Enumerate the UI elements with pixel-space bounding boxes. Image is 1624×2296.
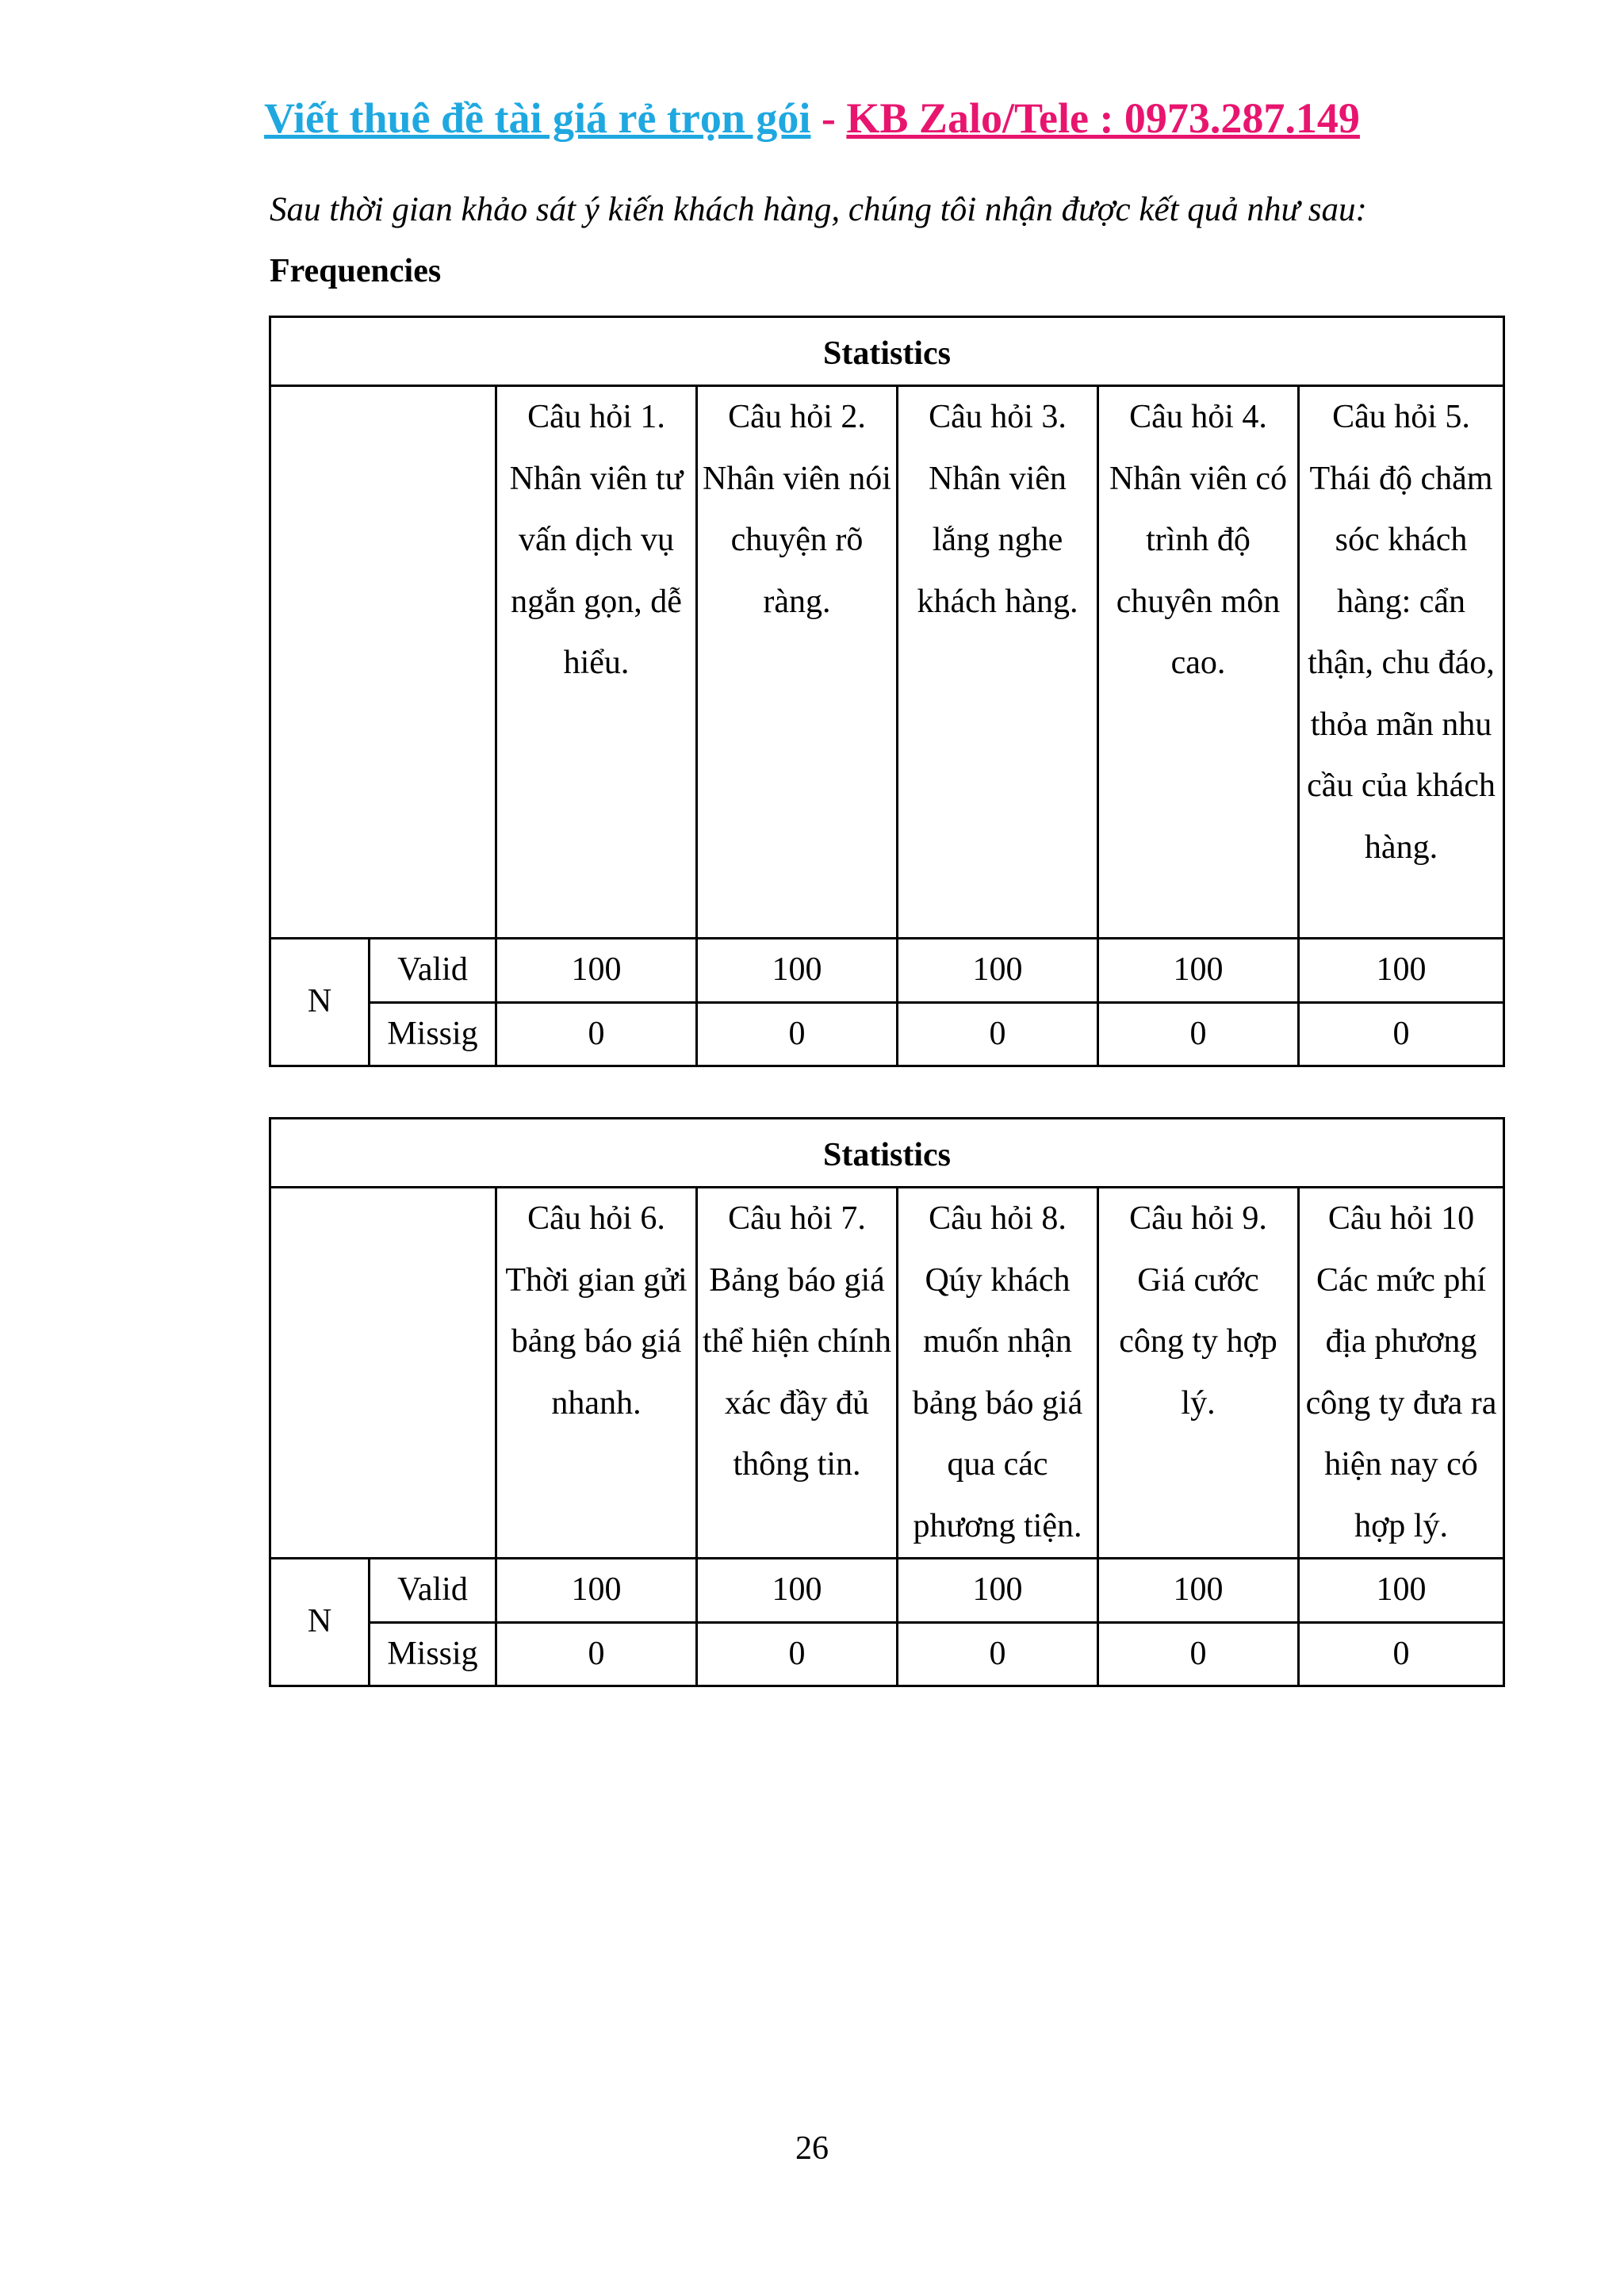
missing-cell: 0	[697, 1002, 898, 1066]
question-header: Câu hỏi 1. Nhân viên tư vấn dịch vụ ngắn gọn, dễ hiểu.	[496, 386, 697, 939]
missing-cell: 0	[898, 1002, 1098, 1066]
missing-cell: 0	[1299, 1002, 1504, 1066]
valid-cell: 100	[1299, 1559, 1504, 1623]
missing-cell: 0	[697, 1622, 898, 1686]
valid-cell: 100	[898, 939, 1098, 1003]
missing-cell: 0	[898, 1622, 1098, 1686]
n-label: N	[270, 1559, 370, 1686]
question-header: Câu hỏi 10 Các mức phí địa phương công ty đưa ra hiện nay có hợp lý.	[1299, 1188, 1504, 1559]
header-separator: -	[810, 94, 847, 142]
intro-paragraph: Sau thời gian khảo sát ý kiến khách hàng, chúng tôi nhận được kết quả như sau:	[270, 191, 1367, 228]
question-header: Câu hỏi 2. Nhân viên nói chuyện rõ ràng.	[697, 386, 898, 939]
missing-label: Missig	[370, 1622, 496, 1686]
valid-cell: 100	[697, 1559, 898, 1623]
statistics-table-1	[269, 316, 1505, 1067]
document-header	[0, 94, 1624, 143]
table-row	[270, 1559, 1504, 1623]
valid-label: Valid	[370, 939, 496, 1003]
empty-header-cell	[270, 386, 496, 939]
valid-cell: 100	[496, 939, 697, 1003]
valid-cell: 100	[1299, 939, 1504, 1003]
table-row	[270, 1622, 1504, 1686]
empty-header-cell	[270, 1188, 496, 1559]
question-header: Câu hỏi 3. Nhân viên lắng nghe khách hàng.	[898, 386, 1098, 939]
missing-cell: 0	[496, 1002, 697, 1066]
section-title: Frequencies	[270, 253, 442, 289]
valid-cell: 100	[898, 1559, 1098, 1623]
question-header: Câu hỏi 7. Bảng báo giá thể hiện chính xác đầy đủ thông tin.	[697, 1188, 898, 1559]
question-header: Câu hỏi 4. Nhân viên có trình độ chuyên môn cao.	[1098, 386, 1299, 939]
valid-cell: 100	[496, 1559, 697, 1623]
missing-cell: 0	[1299, 1622, 1504, 1686]
question-header: Câu hỏi 8. Qúy khách muốn nhận bảng báo giá qua các phương tiện.	[898, 1188, 1098, 1559]
question-header: Câu hỏi 9. Giá cước công ty hợp lý.	[1098, 1188, 1299, 1559]
table-title: Statistics	[270, 1119, 1504, 1188]
question-header: Câu hỏi 6. Thời gian gửi bảng báo giá nhanh.	[496, 1188, 697, 1559]
table-row	[270, 939, 1504, 1003]
missing-label: Missig	[370, 1002, 496, 1066]
header-link-contact[interactable]: KB Zalo/Tele : 0973.287.149	[846, 94, 1360, 142]
question-header: Câu hỏi 5. Thái độ chăm sóc khách hàng: cẩn thận, chu đáo, thỏa mãn nhu cầu của khách hàng.	[1299, 386, 1504, 939]
valid-cell: 100	[1098, 939, 1299, 1003]
n-label: N	[270, 939, 370, 1066]
table-title: Statistics	[270, 317, 1504, 386]
missing-cell: 0	[496, 1622, 697, 1686]
valid-cell: 100	[1098, 1559, 1299, 1623]
page-number: 26	[795, 2130, 829, 2167]
statistics-table-2	[269, 1117, 1505, 1687]
missing-cell: 0	[1098, 1002, 1299, 1066]
valid-cell: 100	[697, 939, 898, 1003]
valid-label: Valid	[370, 1559, 496, 1623]
table-row	[270, 1002, 1504, 1066]
missing-cell: 0	[1098, 1622, 1299, 1686]
header-link-service[interactable]: Viết thuê đề tài giá rẻ trọn gói	[264, 94, 811, 142]
